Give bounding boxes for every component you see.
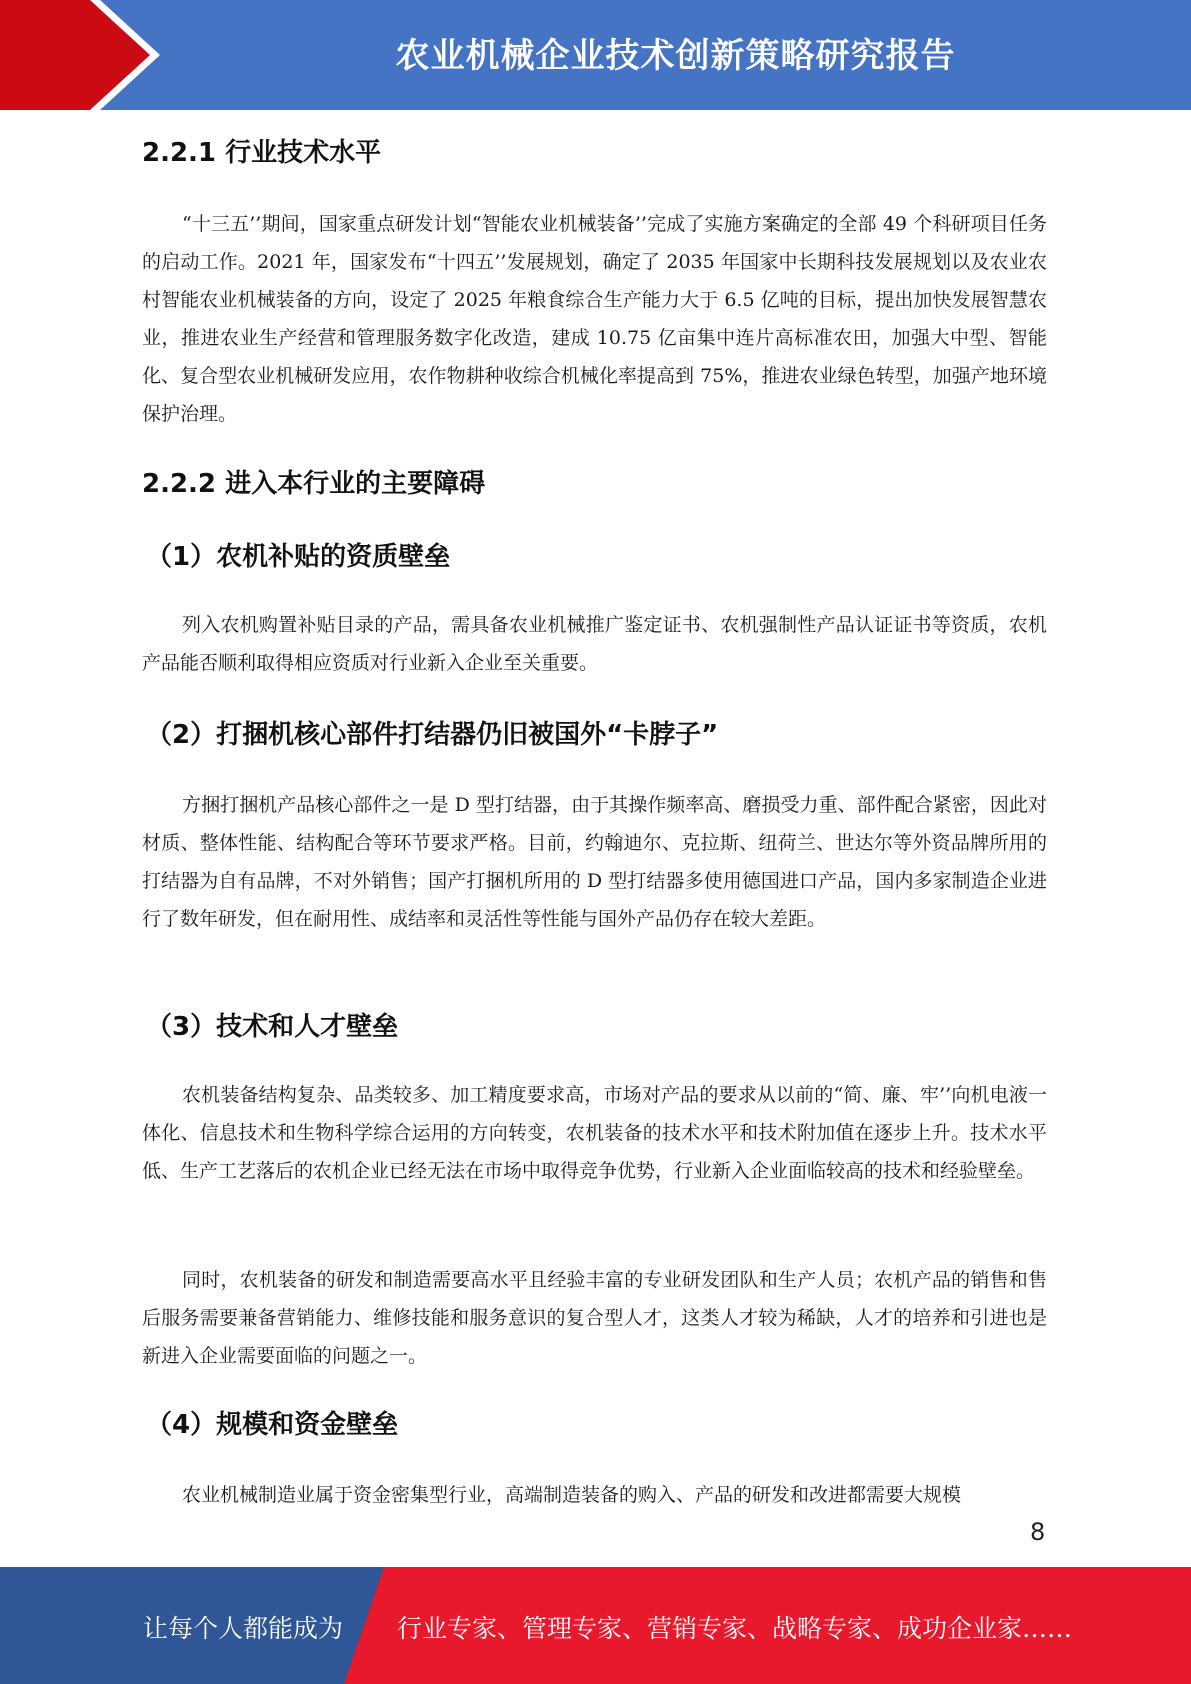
section-heading-2-2-2: 2.2.2 进入本行业的主要障碍	[142, 469, 486, 499]
page-footer	[0, 1567, 1191, 1684]
page-header	[0, 0, 1191, 110]
header-chevron-decoration	[0, 0, 160, 110]
paragraph-tech-level: “十三五’’期间，国家重点研发计划“智能农业机械装备’’完成了实施方案确定的全部 49 个科研项目任务的启动工作。2021 年，国家发布“十四五’’发展规划，确定了 2035 年国家中长期科技发展规划以及农业农村智能农业机械装备的方向，设定了 2025 年粮食综合生产能力大于 6.5 亿吨的目标，提出加快发展智慧农业，推进农业生产经营和管理服务数字化改造，建成 10.75 亿亩集中连片高标准农田，加强大中型、智能化、复合型农业机械研发应用，农作物耕种收综合机械化率提高到 75%，推进农业绿色转型，加强产地环境保护治理。	[142, 213, 1047, 425]
subheading-tech-talent-barrier: （3）技术和人才壁垒	[146, 1012, 399, 1042]
paragraph-scale-capital-barrier: 农业机械制造业属于资金密集型行业，高端制造装备的购入、产品的研发和改进都需要大规模	[182, 1484, 962, 1506]
subheading-knotter-barrier: （2）打捆机核心部件打结器仍旧被国外“卡脖子”	[146, 720, 719, 750]
subheading-subsidy-barrier: （1）农机补贴的资质壁垒	[146, 542, 451, 572]
header-title: 农业机械企业技术创新策略研究报告	[395, 36, 956, 76]
section-heading-2-2-1: 2.2.1 行业技术水平	[142, 138, 382, 168]
paragraph-tech-talent-barrier-2: 同时，农机装备的研发和制造需要高水平且经验丰富的专业研发团队和生产人员；农机产品的销售和售后服务需要兼备营销能力、维修技能和服务意识的复合型人才，这类人才较为稀缺，人才的培养和引进也是新进入企业需要面临的问题之一。	[142, 1269, 1047, 1367]
paragraph-tech-talent-barrier-1: 农机装备结构复杂、品类较多、加工精度要求高，市场对产品的要求从以前的“简、廉、牢’’向机电液一体化、信息技术和生物科学综合运用的方向转变，农机装备的技术水平和技术附加值在逐步上升。技术水平低、生产工艺落后的农机企业已经无法在市场中取得竞争优势，行业新入企业面临较高的技术和经验壁垒。	[142, 1084, 1047, 1182]
subheading-scale-capital-barrier: （4）规模和资金壁垒	[146, 1410, 399, 1440]
footer-slogan-right: 行业专家、管理专家、营销专家、战略专家、成功企业家……	[397, 1614, 1073, 1643]
paragraph-subsidy-barrier: 列入农机购置补贴目录的产品，需具备农业机械推广鉴定证书、农机强制性产品认证证书等资质，农机产品能否顺利取得相应资质对行业新入企业至关重要。	[142, 614, 1047, 674]
paragraph-knotter-barrier: 方捆打捆机产品核心部件之一是 D 型打结器，由于其操作频率高、磨损受力重、部件配合紧密，因此对材质、整体性能、结构配合等环节要求严格。目前，约翰迪尔、克拉斯、纽荷兰、世达尔等外资品牌所用的打结器为自有品牌，不对外销售；国产打捆机所用的 D 型打结器多使用德国进口产品，国内多家制造企业进行了数年研发，但在耐用性、成结率和灵活性等性能与国外产品仍存在较大差距。	[142, 794, 1047, 930]
page-number: 8	[1030, 1518, 1046, 1546]
footer-slogan-left: 让每个人都能成为	[143, 1614, 344, 1643]
